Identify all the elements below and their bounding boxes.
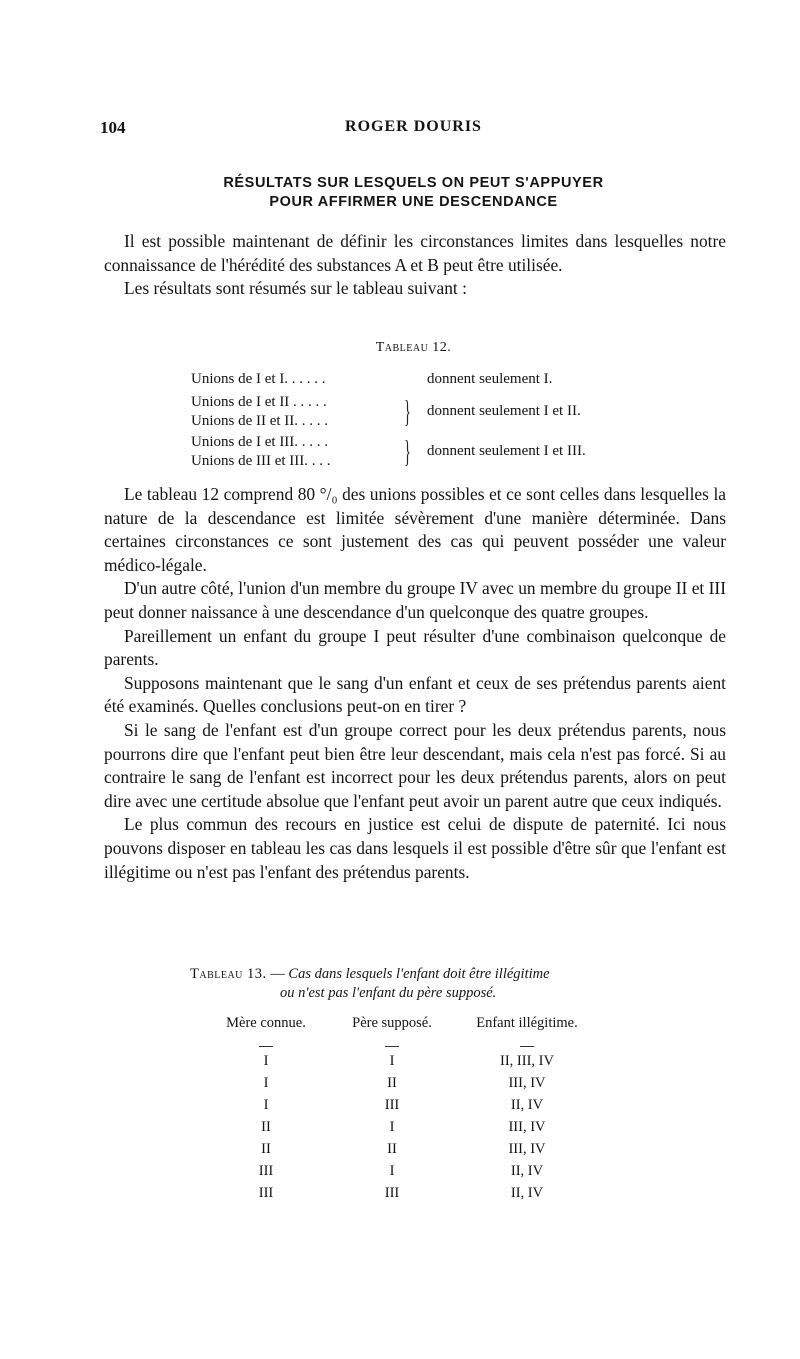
paragraph: Le tableau 12 comprend 80 °/₀ des unions possibles et ce sont celles dans lesquelles la nature de la descendance est limitée sévèrement d'une manière déterminée. Dans certaines circonstances ce sont justement des cas qui peuvent posséder une valeur médico-légale. (104, 484, 726, 575)
cell-mere: I (263, 1097, 269, 1113)
paragraph: D'un autre côté, l'union d'un membre du groupe IV avec un membre du groupe II et III peut donner naissance à une descendance d'un quelconque des quatre groupes. (104, 578, 726, 622)
tableau-12-result: donnent seulement I et II. (427, 403, 581, 419)
tableau-12-union: Unions de I et I. . . . . . (191, 371, 326, 387)
header-rule (520, 1046, 534, 1047)
column-header-pere: Père supposé. (352, 1015, 432, 1031)
tableau-13-caption-line-2: ou n'est pas l'enfant du père supposé. (280, 985, 497, 1001)
cell-mere: III (258, 1185, 274, 1201)
section-heading (100, 174, 727, 212)
section-heading-line-1: RÉSULTATS SUR LESQUELS ON PEUT S'APPUYER (223, 175, 604, 191)
table-row (200, 1163, 600, 1185)
table-row (200, 1119, 600, 1141)
cell-mere: I (263, 1075, 269, 1091)
brace-symbol: } (404, 433, 411, 469)
tableau-13 (200, 1015, 600, 1207)
header-rule (385, 1046, 399, 1047)
tableau-12-union: Unions de I et II . . . . . (191, 394, 327, 410)
caption-dash: — (270, 966, 285, 982)
tableau-12-union: Unions de II et II. . . . . (191, 413, 329, 429)
paragraph-intro-2: Les résultats sont résumés sur le tableau suivant : (124, 278, 467, 299)
cell-enfant: III, IV (508, 1119, 546, 1135)
cell-enfant: III, IV (508, 1141, 546, 1157)
cell-enfant: II, IV (510, 1185, 544, 1201)
tableau-12-caption: Tableau 12. (375, 340, 452, 355)
cell-enfant: II, III, IV (500, 1053, 554, 1069)
paragraph: Si le sang de l'enfant est d'un groupe correct pour les deux prétendus parents, nous pourrons dire que l'enfant peut bien être leur descendant, mais cela n'est pas forcé. Si au contraire le sang de l'enfant est incorrect pour les deux prétendus parents, alors on peut dire avec une certitude absolue que l'enfant peut avoir un parent autre que ceux indiqués. (104, 719, 726, 811)
table-row (200, 1185, 600, 1207)
cell-pere: II (387, 1075, 397, 1091)
cell-mere: II (261, 1119, 271, 1135)
tableau-13-label: Tableau 13. (190, 966, 267, 982)
running-head (100, 118, 727, 142)
tableau-12-result: donnent seulement I et III. (427, 443, 586, 459)
cell-mere: III (258, 1163, 274, 1179)
table-row (200, 1141, 600, 1163)
running-title: ROGER DOURIS (345, 118, 482, 135)
cell-mere: II (261, 1141, 271, 1157)
section-heading-line-2: POUR AFFIRMER UNE DESCENDANCE (269, 194, 558, 210)
cell-pere: I (389, 1053, 395, 1069)
cell-enfant: III, IV (508, 1075, 546, 1091)
cell-enfant: II, IV (510, 1163, 544, 1179)
tableau-12-union: Unions de I et III. . . . . (191, 434, 329, 450)
brace-symbol: } (404, 393, 411, 429)
table-row (200, 1075, 600, 1097)
table-row (200, 1097, 600, 1119)
paragraph: Pareillement un enfant du groupe I peut résulter d'une combinaison quelconque de parents. (104, 625, 726, 670)
cell-pere: I (389, 1163, 395, 1179)
intro-text (104, 230, 726, 301)
body-text (104, 483, 726, 884)
cell-pere: III (384, 1097, 400, 1113)
tableau-12-union: Unions de III et III. . . . (191, 453, 331, 469)
page-number: 104 (100, 118, 126, 137)
cell-pere: III (384, 1185, 400, 1201)
tableau-12-result: donnent seulement I. (427, 371, 553, 387)
cell-pere: II (387, 1141, 397, 1157)
paragraph: Le plus commun des recours en justice est celui de dispute de paternité. Ici nous pouvons disposer en tableau les cas dans lesquels il est possible d'être sûr que l'enfant est illégitime ou n'est pas l'enfant des prétendus parents. (104, 814, 726, 882)
tableau-13-caption-line-1: Cas dans lesquels l'enfant doit être illégitime (288, 966, 550, 982)
header-rule (259, 1046, 273, 1047)
tableau-13-caption (190, 965, 660, 1003)
column-header-mere: Mère connue. (226, 1015, 306, 1031)
tableau-13-header-row (200, 1015, 600, 1035)
paragraph-intro-1: Il est possible maintenant de définir les circonstances limites dans lesquelles notre connaissance de l'hérédité des substances A et B peut être utilisée. (104, 231, 726, 275)
table-row (200, 1053, 600, 1075)
column-header-enfant: Enfant illégitime. (476, 1015, 578, 1031)
paragraph: Supposons maintenant que le sang d'un enfant et ceux de ses prétendus parents aient été examinés. Quelles conclusions peut-on en tirer ? (104, 672, 726, 717)
cell-enfant: II, IV (510, 1097, 544, 1113)
header-rule-row (200, 1035, 600, 1053)
cell-pere: I (389, 1119, 395, 1135)
cell-mere: I (263, 1053, 269, 1069)
